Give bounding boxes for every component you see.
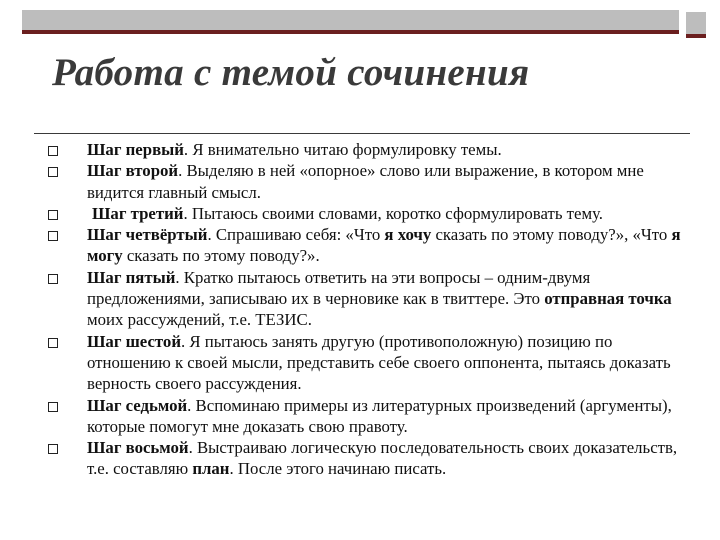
step-item-3 [36,203,686,224]
step-label: Шаг восьмой [87,438,189,458]
step-text: . Я внимательно читаю формулировку темы. [183,140,502,159]
step-label: Шаг первый [87,140,184,159]
step-item-4 [36,224,686,267]
step-emphasis: план [192,459,230,479]
square-bullet-icon [48,274,58,284]
step-item-6 [36,331,686,395]
step-label: Шаг четвёртый [87,225,208,245]
step-item-5 [36,267,686,331]
step-item-8 [36,437,686,480]
step-text: . После этого начинаю писать. [229,459,447,479]
step-item-7 [36,395,686,438]
step-text: . Я пытаюсь занять другую (противоположную) позицию по отношению к своей мысли, представить себе своего оппонента, пытаясь доказать верность своего рассуждения. [87,331,671,394]
square-bullet-icon [48,167,58,177]
step-text: . Выделяю в ней «опорное» слово или выражение, в котором мне видится главный смысл. [87,161,644,202]
step-label: Шаг третий [92,203,184,223]
step-label: Шаг шестой [87,331,181,351]
step-item-2 [36,160,686,203]
steps-list [36,139,686,480]
step-text: моих рассуждений, т.е. ТЕЗИС. [87,310,312,330]
square-bullet-icon [48,146,58,156]
square-bullet-icon [48,402,58,412]
slide-title: Работа с темой сочинения [52,51,530,94]
step-item-1 [36,139,686,160]
step-text: . Выстраиваю логическую последовательность своих доказательств, т.е. составляю [87,438,678,479]
step-text: . Спрашиваю себя: «Что [207,225,385,245]
header-decor-bar [22,10,679,34]
step-label: Шаг второй [87,161,179,181]
step-text: сказать по этому поводу?», «Что [431,225,672,245]
square-bullet-icon [48,231,58,241]
step-emphasis: я могу [87,225,681,266]
step-label: Шаг пятый [87,267,176,287]
header-decor-square [686,12,706,38]
step-text: сказать по этому поводу?». [122,246,320,266]
step-label: Шаг седьмой [87,395,188,415]
step-text: . Кратко пытаюсь ответить на эти вопросы – одним-двумя предложениями, записываю их в черновике как в твиттере. Это [87,267,591,309]
step-emphasis: я хочу [384,225,432,245]
square-bullet-icon [48,210,58,220]
square-bullet-icon [48,444,58,454]
step-text: . Пытаюсь своими словами, коротко сформулировать тему. [183,203,603,223]
title-divider [34,133,690,134]
square-bullet-icon [48,338,58,348]
step-text: . Вспоминаю примеры из литературных произведений (аргументы), которые помогут мне доказать свою правоту. [87,395,672,436]
step-emphasis: отправная точка [544,289,672,309]
